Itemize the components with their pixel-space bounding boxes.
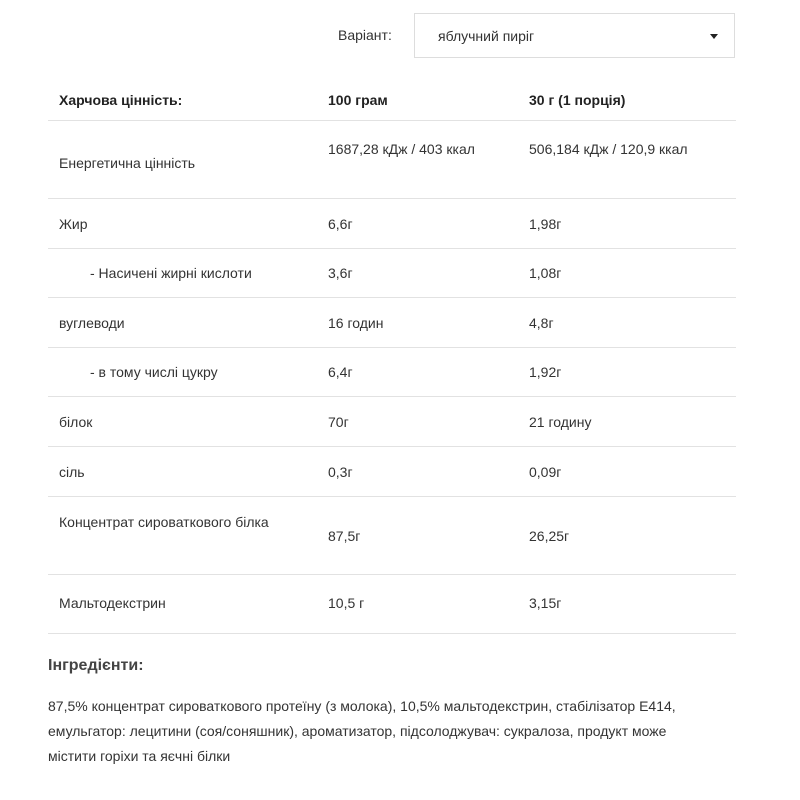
ingredients-title: Інгредієнти: xyxy=(48,657,144,674)
row-name: Жир xyxy=(59,216,88,232)
table-row xyxy=(48,397,736,447)
row-per-100g: 6,4г xyxy=(328,364,353,380)
ingredients-text: 87,5% концентрат сироваткового протеїну (з молока), 10,5% мальтодекстрин, стабілізатор Е414, емульгатор: лецитини (соя/соняшник), ароматизатор, підсолоджувач: сукралоза, продукт може містити горіхи та яєчні білки xyxy=(48,698,676,764)
row-per-serving: 1,92г xyxy=(529,364,562,380)
table-row xyxy=(48,348,736,397)
row-per-serving: 21 годину xyxy=(529,414,592,430)
row-per-100g: 1687,28 кДж / 403 ккал xyxy=(328,141,475,157)
row-per-serving: 506,184 кДж / 120,9 ккал xyxy=(529,141,688,157)
row-per-100g: 87,5г xyxy=(328,528,361,544)
table-row xyxy=(48,249,736,298)
row-per-serving: 4,8г xyxy=(529,315,554,331)
variant-select[interactable] xyxy=(414,13,735,58)
row-name: сіль xyxy=(59,464,85,480)
row-name: Концентрат сироваткового білка xyxy=(59,514,269,530)
row-name: Енергетична цінність xyxy=(59,155,196,171)
row-name: Мальтодекстрин xyxy=(59,595,166,611)
header-nutrition: Харчова цінність: xyxy=(59,92,183,108)
table-row xyxy=(48,447,736,497)
row-per-serving: 26,25г xyxy=(529,528,570,544)
row-per-serving: 3,15г xyxy=(529,595,562,611)
header-per-serving: 30 г (1 порція) xyxy=(529,92,626,108)
table-row xyxy=(48,121,736,199)
nutrition-table xyxy=(48,79,736,634)
table-row xyxy=(48,497,736,575)
variant-selector-row xyxy=(0,13,800,60)
row-per-100g: 0,3г xyxy=(328,464,353,480)
variant-selected-value: яблучний пиріг xyxy=(438,28,535,44)
row-per-serving: 0,09г xyxy=(529,464,562,480)
chevron-down-icon xyxy=(710,34,718,39)
row-name: - в тому числі цукру xyxy=(90,364,218,380)
row-per-100g: 6,6г xyxy=(328,216,353,232)
row-per-serving: 1,08г xyxy=(529,265,562,281)
table-row xyxy=(48,298,736,348)
row-per-serving: 1,98г xyxy=(529,216,562,232)
row-per-100g: 70г xyxy=(328,414,349,430)
table-row xyxy=(48,575,736,634)
table-row xyxy=(48,199,736,249)
row-name: білок xyxy=(59,414,93,430)
row-per-100g: 10,5 г xyxy=(328,595,365,611)
row-per-100g: 16 годин xyxy=(328,315,384,331)
row-per-100g: 3,6г xyxy=(328,265,353,281)
nutrition-header-row xyxy=(48,79,736,121)
variant-label: Варіант: xyxy=(338,27,392,43)
row-name: вуглеводи xyxy=(59,315,125,331)
row-name: - Насичені жирні кислоти xyxy=(90,265,252,281)
header-per-100g: 100 грам xyxy=(328,92,388,108)
